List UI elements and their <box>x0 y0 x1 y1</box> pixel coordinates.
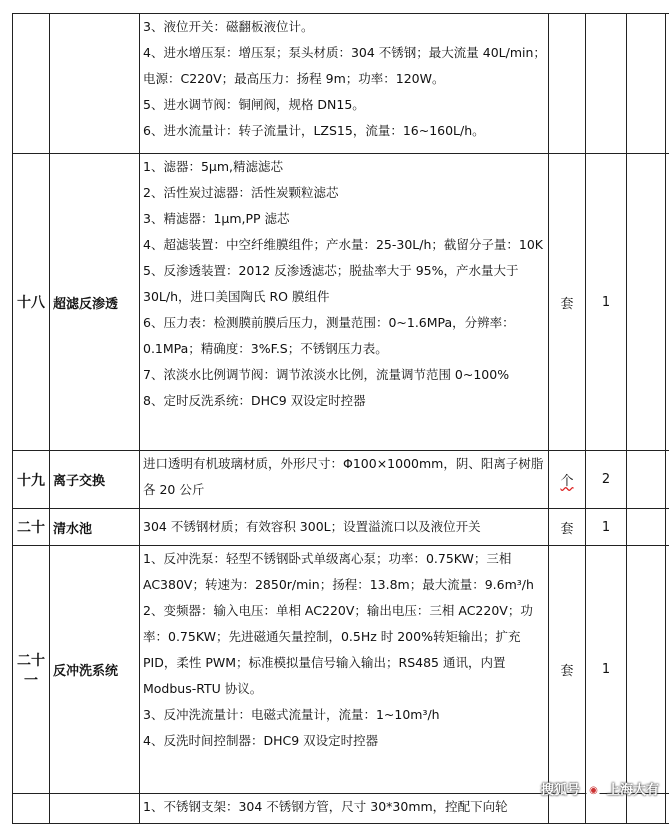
empty-cell <box>666 509 669 546</box>
table-row <box>13 794 669 824</box>
empty-cell <box>627 546 666 794</box>
item-name: 反冲洗系统 <box>50 546 140 794</box>
item-name: 超滤反渗透 <box>50 154 140 451</box>
watermark <box>541 779 659 798</box>
item-number: 二十 <box>13 509 50 546</box>
spec-line: 6、进水流量计：转子流量计，LZS15，流量：16~160L/h。 <box>143 118 547 144</box>
spec-line: 5、进水调节阀：铜闸阀，规格 DN15。 <box>143 92 547 118</box>
item-number: 二十一 <box>13 546 50 794</box>
item-number: 十九 <box>13 451 50 509</box>
spec-line: 1、反冲洗泵：轻型不锈钢卧式单级离心泵；功率：0.75KW；三相 AC380V；转速为：2850r/min；扬程：13.8m；最大流量：9.6m³/h <box>143 546 547 598</box>
empty-cell <box>666 794 669 824</box>
item-number: 十八 <box>13 154 50 451</box>
empty-cell <box>666 451 669 509</box>
item-spec <box>140 14 549 154</box>
item-name <box>50 14 140 154</box>
item-quantity: 2 <box>586 451 627 509</box>
sohu-logo-icon: ◉ <box>586 784 600 798</box>
empty-cell <box>666 14 669 154</box>
item-name: 离子交换 <box>50 451 140 509</box>
item-quantity: 1 <box>586 154 627 451</box>
spec-line: 5、反渗透装置：2012 反渗透滤芯；脱盐率大于 95%，产水量大于 30L/h，进口美国陶氏 RO 膜组件 <box>143 258 547 310</box>
item-quantity <box>586 794 627 824</box>
watermark-text: 搜狐号 <box>541 783 580 798</box>
spec-line: 6、压力表：检测膜前膜后压力，测量范围：0~1.6MPa，分辨率：0.1MPa；精确度：3%F.S；不锈钢压力表。 <box>143 310 547 362</box>
table-row <box>13 451 669 509</box>
item-unit: 套 <box>549 509 586 546</box>
spec-line: 进口透明有机玻璃材质，外形尺寸：Φ100×1000mm，阴、阳离子树脂各 20 公斤 <box>143 451 547 503</box>
item-unit: 套 <box>549 546 586 794</box>
table-row <box>13 154 669 451</box>
item-spec <box>140 451 549 509</box>
empty-cell <box>627 794 666 824</box>
empty-cell <box>627 154 666 451</box>
item-spec <box>140 509 549 546</box>
spec-line: 3、精滤器：1μm,PP 滤芯 <box>143 206 547 232</box>
item-quantity: 1 <box>586 546 627 794</box>
item-name: 清水池 <box>50 509 140 546</box>
watermark-brand: 上海大有 <box>607 783 659 798</box>
item-name <box>50 794 140 824</box>
item-spec <box>140 794 549 824</box>
spec-line: 7、浓淡水比例调节阀：调节浓淡水比例，流量调节范围 0~100% <box>143 362 547 388</box>
spec-line: 2、活性炭过滤器：活性炭颗粒滤芯 <box>143 180 547 206</box>
item-unit <box>549 451 586 509</box>
item-number <box>13 794 50 824</box>
item-unit <box>549 14 586 154</box>
spec-line: 2、变频器：输入电压：单相 AC220V；输出电压：三相 AC220V；功率：0.75KW；先进磁通矢量控制，0.5Hz 时 200%转矩输出；扩充 PID，柔性 PWM；标准模拟量信号输入输出；RS485 通讯，内置 Modbus-RTU 协议。 <box>143 598 547 702</box>
item-quantity <box>586 14 627 154</box>
item-number <box>13 14 50 154</box>
spec-line: 1、滤器：5μm,精滤滤芯 <box>143 154 547 180</box>
table-row <box>13 509 669 546</box>
spec-line: 304 不锈钢材质；有效容积 300L；设置溢流口以及液位开关 <box>143 514 547 540</box>
spec-line: 4、反洗时间控制器：DHC9 双设定时控器 <box>143 728 547 754</box>
equipment-spec-table <box>12 13 669 824</box>
spec-line: 3、反冲洗流量计：电磁式流量计，流量：1~10m³/h <box>143 702 547 728</box>
unit-text: 个 <box>560 474 573 489</box>
empty-cell <box>627 509 666 546</box>
table-row <box>13 546 669 794</box>
empty-cell <box>627 14 666 154</box>
spec-line: 4、超滤装置：中空纤维膜组件；产水量：25-30L/h；截留分子量：10K <box>143 232 547 258</box>
table-row <box>13 14 669 154</box>
spec-line: 8、定时反洗系统：DHC9 双设定时控器 <box>143 388 547 414</box>
item-unit: 套 <box>549 154 586 451</box>
empty-cell <box>627 451 666 509</box>
item-spec <box>140 546 549 794</box>
item-quantity: 1 <box>586 509 627 546</box>
item-spec <box>140 154 549 451</box>
item-unit <box>549 794 586 824</box>
empty-cell <box>666 154 669 451</box>
empty-cell <box>666 546 669 794</box>
spec-line: 1、不锈钢支架：304 不锈钢方管，尺寸 30*30mm，控配下向轮 <box>143 794 547 820</box>
spec-line: 4、进水增压泵：增压泵；泵头材质：304 不锈钢；最大流量 40L/min；电源：C220V；最高压力：扬程 9m；功率：120W。 <box>143 40 547 92</box>
spec-line: 3、液位开关：磁翻板液位计。 <box>143 14 547 40</box>
